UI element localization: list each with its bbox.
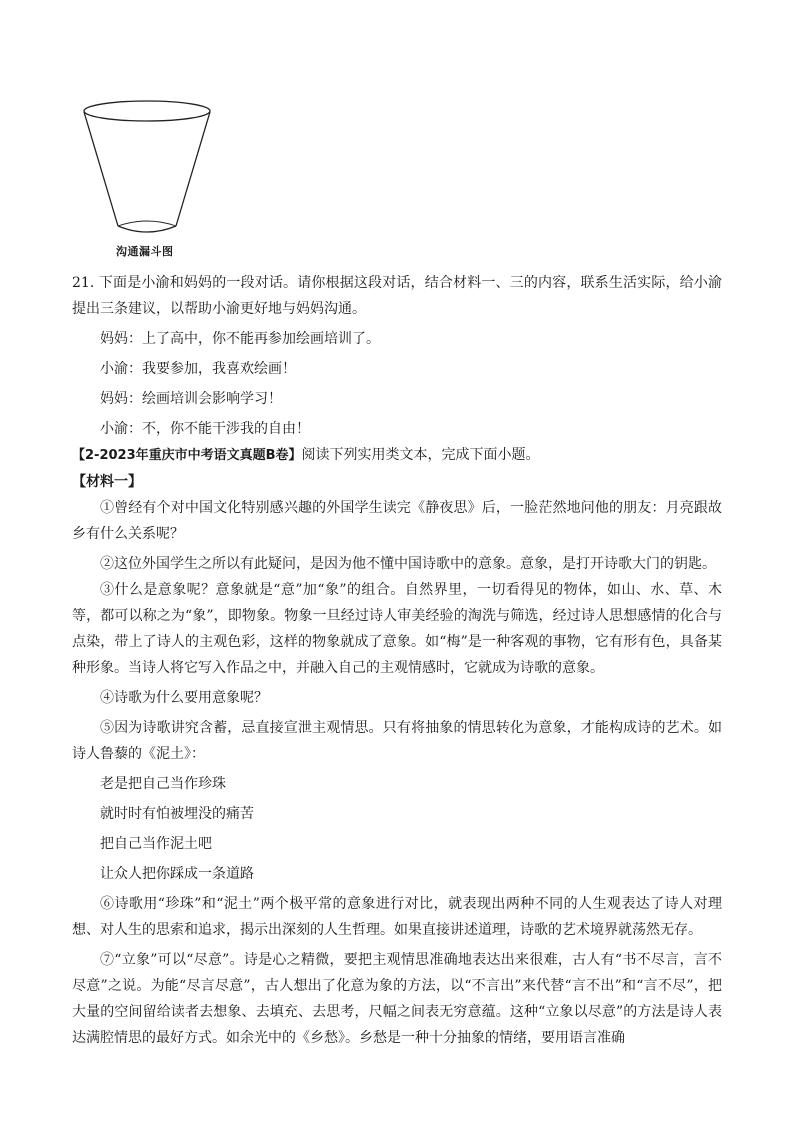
dialogue-line: 小渝：我要参加，我喜欢绘画！ bbox=[100, 361, 296, 377]
material-paragraph-7: ⑦“立象”可以“尽意”。诗是心之精微，要把主观情思准确地表达出来很难，古人有“书不尽言，言不尽意”之说。为能“尽言尽意”，古人想出了化意为象的方法，以“不言出”来代替“言不出”和“言不尽”，把大量的空间留给读者去想象、去填充、去思考，尺幅之间表无穷意蕴。这种“立象以尽意”的方法是诗人表达满腔情思的最好方式。如余光中的《乡愁》。乡愁是一种十分抽象的情绪，要用语言准确 bbox=[72, 952, 722, 1046]
material-paragraph-2: ②这位外国学生之所以有此疑问，是因为他不懂中国诗歌中的意象。意象，是打开诗歌大门的钥匙。 bbox=[100, 556, 716, 572]
exam-source-tag: 【2-2023年重庆市中考语文真题B卷】 bbox=[72, 448, 302, 463]
section-intro bbox=[72, 442, 722, 469]
material-paragraph-1: ①曾经有个对中国文化特别感兴趣的外国学生读完《静夜思》后，一脸茫然地问他的朋友：月亮跟故乡有什么关系呢？ bbox=[72, 500, 722, 542]
section-instruction: 阅读下列实用类文本，完成下面小题。 bbox=[301, 447, 540, 463]
poem-line: 把自己当作泥土吧 bbox=[100, 836, 212, 852]
poem-line: 让众人把你踩成一条道路 bbox=[100, 866, 254, 882]
poem-line: 就时时有怕被埋没的痛苦 bbox=[100, 806, 254, 822]
figure-caption: 沟通漏斗图 bbox=[116, 245, 174, 258]
document-body bbox=[72, 270, 722, 1051]
poem-line: 老是把自己当作珍珠 bbox=[100, 776, 226, 792]
dialogue-line: 妈妈：上了高中，你不能再参加绘画培训了。 bbox=[100, 331, 380, 347]
question-number: 21. bbox=[72, 275, 95, 291]
funnel-drawing bbox=[80, 98, 222, 240]
material-paragraph-5: ⑤因为诗歌讲究含蓄，忌直接宣泄主观情思。只有将抽象的情思转化为意象，才能构成诗的艺术。如诗人鲁藜的《泥土》： bbox=[72, 720, 722, 762]
communication-funnel-figure bbox=[80, 98, 222, 264]
material-paragraph-4: ④诗歌为什么要用意象呢？ bbox=[100, 690, 268, 706]
material-paragraph-6: ⑥诗歌用“珍珠”和“泥土”两个极平常的意象进行对比，就表现出两种不同的人生观表达了诗人对理想、对人生的思索和追求，揭示出深刻的人生哲理。如果直接讲述道理，诗歌的艺术境界就荡然无存。 bbox=[72, 896, 722, 938]
question-21-prompt bbox=[72, 270, 722, 322]
dialogue-line: 妈妈：绘画培训会影响学习！ bbox=[100, 391, 282, 407]
material-title: 【材料一】 bbox=[72, 474, 142, 490]
material-paragraph-3: ③什么是意象呢？意象就是“意”加“象”的组合。自然界里，一切看得见的物体，如山、水、草、木等，都可以称之为“象”，即物象。物象一旦经过诗人审美经验的淘洗与筛选，经过诗人思想感情的化合与点染，带上了诗人的主观色彩，这样的物象就成了意象。如“梅”是一种客观的事物，它有形有色，具备某种形象。当诗人将它写入作品之中，并融入自己的主观情感时，它就成为诗歌的意象。 bbox=[72, 582, 722, 676]
dialogue-line: 小渝：不，你不能干涉我的自由！ bbox=[100, 421, 310, 437]
question-prompt-text: 下面是小渝和妈妈的一段对话。请你根据这段对话，结合材料一、三的内容，联系生活实际，给小渝提出三条建议，以帮助小渝更好地与妈妈沟通。 bbox=[72, 275, 723, 317]
